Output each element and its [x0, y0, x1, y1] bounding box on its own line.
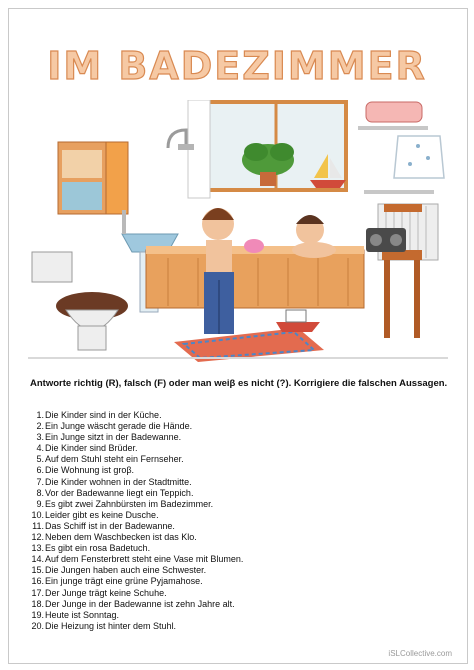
list-item: 8. Vor der Badewanne liegt ein Teppich. — [36, 487, 194, 498]
page-title: IM BADEZIMMER — [47, 44, 427, 88]
list-item: 7. Die Kinder wohnen in der Stadtmitte. — [36, 476, 192, 487]
list-item: 10. Leider gibt es keine Dusche. — [31, 509, 159, 520]
list-item: 20. Die Heizung ist hinter dem Stuhl. — [31, 620, 177, 631]
list-item: 13. Es gibt ein rosa Badetuch. — [31, 543, 151, 554]
bathroom-illustration — [28, 100, 448, 362]
list-item: 12. Neben dem Waschbecken ist das Klo. — [31, 532, 197, 543]
list-item: 3. Ein Junge sitzt in der Badewanne. — [36, 432, 182, 443]
instructions-text: Antworte richtig (R), falsch (F) oder man weiβ es nicht (?). Korrigiere die falschen Aussagen. — [30, 378, 448, 389]
list-item: 2. Ein Junge wäscht gerade die Hände. — [36, 421, 193, 432]
list-item: 6. Die Wohnung ist groβ. — [36, 465, 135, 476]
list-item: 18. Der Junge in der Badewanne ist zehn Jahre alt. — [31, 598, 235, 609]
list-item: 1. Die Kinder sind in der Küche. — [36, 410, 162, 420]
list-item: 15. Die Jungen haben auch eine Schwester. — [31, 565, 207, 576]
list-item: 9. Es gibt zwei Zahnbürsten im Badezimmer. — [36, 498, 214, 509]
list-item: 19. Heute ist Sonntag. — [31, 609, 120, 620]
question-list — [30, 410, 450, 632]
list-item: 16. Ein junge trägt eine grüne Pyjamahose. — [31, 576, 203, 587]
list-item: 11. Das Schiff ist in der Badewanne. — [32, 520, 175, 531]
site-watermark: iSLCollective.com — [388, 649, 452, 658]
list-item: 14. Auf dem Fensterbrett steht eine Vase mit Blumen. — [31, 554, 244, 565]
list-item: 5. Auf dem Stuhl steht ein Fernseher. — [36, 454, 184, 465]
list-item: 4. Die Kinder sind Brüder. — [36, 443, 138, 454]
list-item: 17. Der Junge trägt keine Schuhe. — [31, 587, 167, 598]
